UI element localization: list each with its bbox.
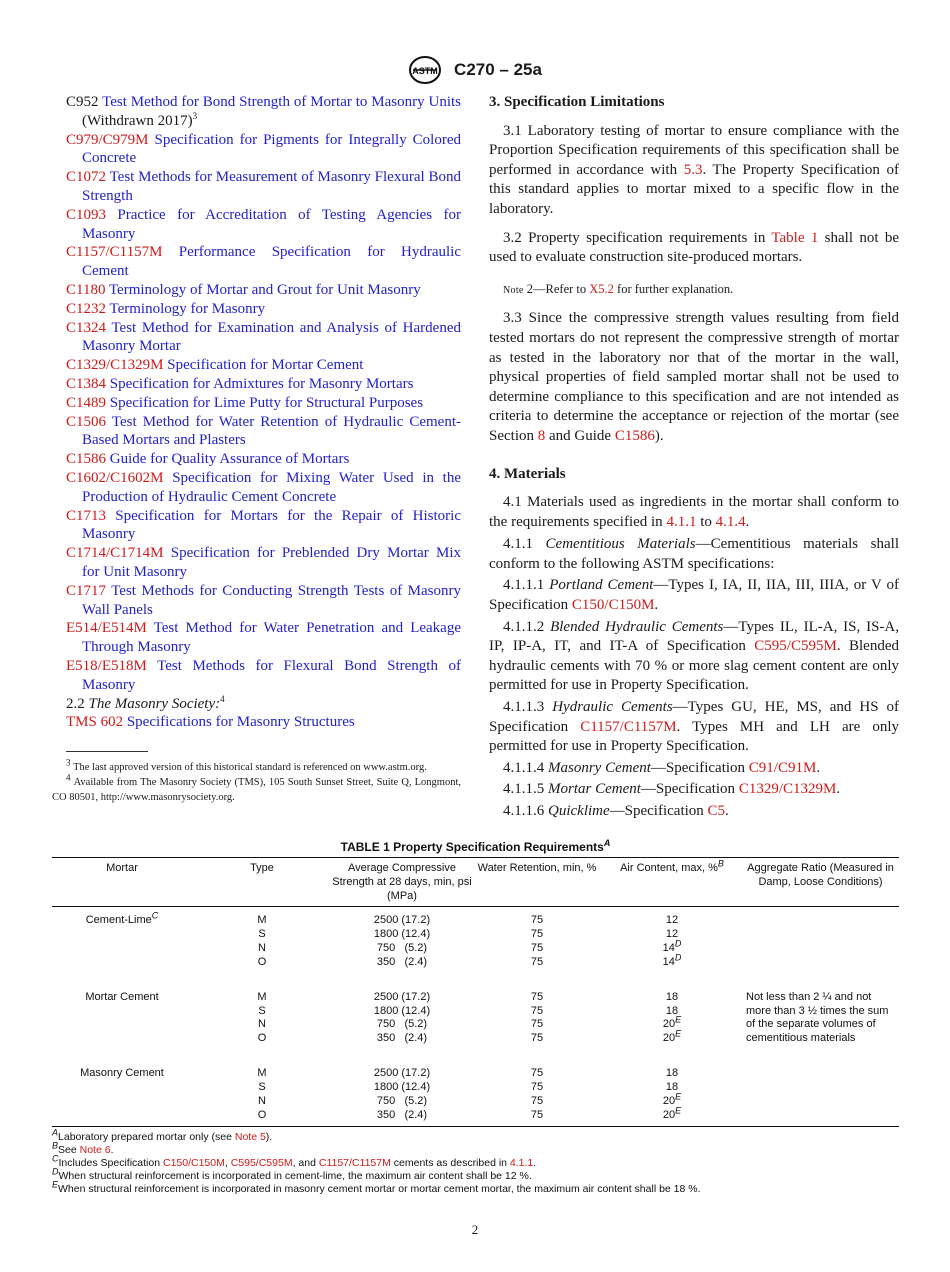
reference-code[interactable]: C1093 — [66, 206, 107, 223]
reference-code[interactable]: C1180 — [66, 281, 106, 298]
cell-aggregate — [742, 907, 899, 984]
cell-type: M S N O — [257, 914, 267, 968]
reference-code[interactable]: C1324 — [66, 319, 107, 336]
reference-suffix: (Withdrawn 2017) — [82, 112, 193, 129]
reference-title[interactable]: Specifications for Masonry Structures — [126, 714, 355, 731]
reference-title[interactable]: Specification for Lime Putty for Structural Purposes — [109, 394, 424, 411]
table-body — [52, 907, 899, 1127]
reference-item[interactable] — [66, 281, 461, 300]
page-header — [0, 55, 950, 85]
cell-air: 18 18 $20^E$ $20^E$ — [662, 1067, 682, 1121]
col-header-strength: Average Compressive Strength at 28 days, min, psi (MPa) — [332, 862, 472, 902]
link-c5[interactable]: C5 — [707, 803, 726, 819]
footnote-4: $^4$ Available from The Masonry Society (TMS), 105 South Sunset Street, Suite Q, Longmont, CO 80501, http://www.masonrysociety.org. — [52, 772, 462, 803]
col-header-aggregate: Aggregate Ratio (Measured in Damp, Loose Conditions) — [747, 862, 894, 888]
section-3-heading: 3. Specification Limitations — [489, 94, 665, 110]
link-c150-fn[interactable]: C150/C150M — [162, 1156, 225, 1169]
link-c150[interactable]: C150/C150M — [571, 597, 655, 614]
reference-item[interactable] — [66, 168, 461, 206]
reference-item[interactable] — [66, 319, 461, 357]
table-footnote-d: $^D$When structural reinforcement is incorporated in cement-lime, the maximum air content shall be 12 %. — [52, 1166, 532, 1182]
reference-code[interactable]: C1072 — [66, 169, 107, 186]
para-4-1-1-1: 4.1.1.1 Portland Cement—Types I, IA, II, IIA, III, IIIA, or V of Specification C150/C150M. — [489, 577, 900, 614]
cell-water: 75 75 75 75 — [530, 1067, 544, 1121]
link-section-8[interactable]: 8 — [537, 427, 546, 444]
tms-reference[interactable] — [66, 713, 461, 732]
property-spec-table — [52, 857, 899, 1127]
link-c595[interactable]: C595/C595M — [754, 638, 837, 655]
col-header-type: Type — [250, 862, 274, 874]
footnote-rule — [66, 751, 148, 752]
reference-title[interactable]: Specification for Pigments for Integrally Colored Concrete — [82, 131, 462, 167]
reference-code[interactable]: C952 — [66, 94, 99, 110]
reference-item[interactable] — [66, 450, 461, 469]
reference-item[interactable] — [66, 507, 461, 545]
reference-title[interactable]: Performance Specification for Hydraulic Cement — [82, 244, 462, 280]
reference-code[interactable]: C1384 — [66, 375, 107, 392]
table-footnote-b: $^B$See Note 6. — [52, 1140, 114, 1156]
reference-item[interactable] — [66, 544, 461, 582]
reference-code[interactable]: C1714/C1714M — [66, 545, 164, 562]
reference-item[interactable] — [66, 657, 461, 695]
section-4-heading: 4. Materials — [489, 465, 566, 482]
reference-item[interactable] — [66, 619, 461, 657]
table-row — [52, 984, 899, 1061]
reference-code[interactable]: E514/E514M — [66, 620, 147, 637]
reference-title[interactable]: Specification for Admixtures for Masonry Mortars — [109, 375, 414, 392]
reference-item[interactable] — [66, 356, 461, 375]
link-note-5[interactable]: Note 5 — [234, 1130, 266, 1143]
table-caption: TABLE 1 Property Specification Requirements$^A$ — [340, 838, 611, 854]
cell-mortar: Mortar Cement — [85, 990, 159, 1003]
cell-water: 75 75 75 75 — [530, 990, 544, 1045]
reference-title[interactable]: Specification for Mortar Cement — [167, 357, 364, 374]
reference-title[interactable]: Terminology of Mortar and Grout for Unit Masonry — [108, 281, 421, 298]
footnote-marker: 3 — [192, 110, 198, 121]
link-x5-2[interactable]: X5.2 — [589, 281, 614, 296]
link-5-3[interactable]: 5.3 — [683, 161, 703, 178]
section-2-2: 2.2 The Masonry Society:$^4$ — [66, 693, 225, 712]
document-designation: C270 – 25a — [454, 60, 542, 79]
table-footnote-a: $^A$Laboratory prepared mortar only (see Note 5). — [52, 1127, 273, 1143]
reference-title[interactable]: Guide for Quality Assurance of Mortars — [109, 451, 350, 468]
reference-code[interactable]: C1489 — [66, 394, 107, 411]
reference-title[interactable]: Terminology for Masonry — [109, 300, 266, 317]
col-header-mortar: Mortar — [106, 862, 138, 874]
table-1 — [52, 840, 899, 1196]
table-row — [52, 907, 899, 984]
reference-code[interactable]: C1717 — [66, 582, 107, 599]
reference-code[interactable]: C1329/C1329M — [66, 357, 164, 374]
cell-mortar: Masonry Cement — [80, 1067, 164, 1080]
reference-item[interactable] — [66, 93, 461, 131]
col-header-water: Water Retention, min, % — [477, 862, 597, 874]
link-c1586[interactable]: C1586 — [614, 427, 655, 444]
reference-code[interactable]: E518/E518M — [66, 657, 147, 674]
para-3-3: 3.3 Since the compressive strength values resulting from field tested mortars do not represent the compressive strength of mortar as tested in the laboratory nor that of the mortar in the wall, physical properties of field sampled mortar shall not be used to determine compliance to this specification and are not intended as criteria to determine the acceptance or rejection of the mortar (see Section 8 and Guide C1586). — [489, 310, 899, 444]
reference-item[interactable] — [66, 375, 461, 394]
para-4-1-1-3: 4.1.1.3 Hydraulic Cements—Types GU, HE, MS, and HS of Specification C1157/C1157M. Types MH and LH are only permitted for use in Property Specification. — [489, 699, 900, 755]
reference-code[interactable]: C1232 — [66, 300, 107, 317]
astm-logo-icon — [408, 55, 442, 85]
link-c1157[interactable]: C1157/C1157M — [580, 718, 677, 735]
logo-text: ASTM — [412, 66, 438, 76]
col-header-air: Air Content, max, %$^B$ — [620, 858, 724, 874]
para-3-2: 3.2 Property specification requirements in Table 1 shall not be used to evaluate construction site-produced mortars. — [489, 229, 899, 266]
left-column — [66, 93, 461, 732]
para-4-1-1-2: 4.1.1.2 Blended Hydraulic Cements—Types IL, IL-A, IS, IS-A, IP, IP-A, IT, and IT-A of Specification C595/C595M. Blended hydraulic cements with 70 % or more slag cement content are only permitted for use in Property Specification. — [489, 618, 900, 694]
reference-item[interactable] — [66, 394, 461, 413]
reference-item[interactable] — [66, 469, 461, 507]
cell-aggregate: Not less than 2 ¼ and not more than 3 ½ times the sum of the separate volumes of cementitious materials — [746, 990, 889, 1045]
cell-type: M S N O — [257, 990, 267, 1045]
cell-mortar: Cement-Lime$^C$ — [85, 910, 159, 926]
table-footnote-c: $^C$Includes Specification C150/C150M, C595/C595M, and C1157/C1157M cements as described in 4.1.1. — [52, 1153, 537, 1169]
table-footnotes — [52, 1127, 899, 1196]
table-row — [52, 1060, 899, 1126]
cell-type: M S N O — [257, 1067, 267, 1121]
table-footnote-e: $^E$When structural reinforcement is incorporated in masonry cement mortar or mortar cement mortar, the maximum air content shall be 18 %. — [52, 1179, 701, 1195]
reference-title[interactable]: Specification for Preblended Dry Mortar Mix for Unit Masonry — [82, 545, 462, 580]
link-4-1-1-fn[interactable]: 4.1.1 — [509, 1156, 534, 1169]
para-4-1-1-6: 4.1.1.6 Quicklime—Specification C5. — [503, 803, 729, 819]
page-number: 2 — [471, 1222, 479, 1237]
link-c1157-fn[interactable]: C1157/C1157M — [318, 1156, 391, 1169]
reference-title[interactable]: Test Method for Bond Strength of Mortar to Masonry Units — [102, 94, 461, 110]
link-c1329[interactable]: C1329/C1329M — [738, 781, 837, 798]
reference-title[interactable]: Test Method for Water Retention of Hydraulic Cement-Based Mortars and Plasters — [82, 413, 461, 449]
cell-water: 75 75 75 75 — [530, 914, 544, 968]
reference-title[interactable]: Test Method for Water Penetration and Leakage Through Masonry — [82, 620, 461, 656]
cell-strength: 2500 (17.2) 1800 (12.4) 750 (5.2) 350 (2.4) — [373, 1067, 431, 1121]
note-2: Note 2—Refer to X5.2 for further explanation. — [503, 281, 734, 296]
cell-air: 12 12 $14^D$ $14^D$ — [662, 914, 682, 968]
link-c595-fn[interactable]: C595/C595M — [230, 1156, 293, 1169]
para-4-1: 4.1 Materials used as ingredients in the mortar shall conform to the requirements specified in 4.1.1 to 4.1.4. — [489, 494, 899, 530]
reference-title[interactable]: Specification for Mortars for the Repair of Historic Masonry — [82, 507, 461, 543]
reference-item[interactable] — [66, 413, 461, 451]
cell-strength: 2500 (17.2) 1800 (12.4) 750 (5.2) 350 (2.4) — [373, 914, 431, 968]
reference-item[interactable] — [66, 300, 461, 319]
reference-item[interactable] — [66, 131, 461, 169]
reference-item[interactable] — [66, 243, 461, 281]
footnotes — [52, 757, 462, 805]
cell-air: 18 18 $20^E$ $20^E$ — [662, 990, 682, 1045]
link-table-1[interactable]: Table 1 — [771, 229, 819, 246]
reference-code[interactable]: TMS 602 — [66, 714, 124, 731]
link-4-1-4[interactable]: 4.1.4 — [715, 513, 746, 530]
reference-item[interactable] — [66, 582, 461, 620]
right-column — [489, 93, 899, 822]
link-note-6[interactable]: Note 6 — [79, 1143, 111, 1156]
para-3-1: 3.1 Laboratory testing of mortar to ensure compliance with the Proportion Specification requirements of this specification shall be performed in accordance with 5.3. The Property Specification of this standard applies to mortar mixed to a specific flow in the laboratory. — [489, 122, 899, 217]
reference-item[interactable] — [66, 206, 461, 244]
reference-title[interactable]: Test Methods for Flexural Bond Strength of Masonry — [82, 657, 461, 693]
reference-title[interactable]: Specification for Mixing Water Used in the Production of Hydraulic Cement Concrete — [82, 469, 461, 505]
reference-title[interactable]: Test Methods for Measurement of Masonry Flexural Bond Strength — [82, 169, 461, 204]
cell-aggregate — [742, 1060, 899, 1126]
reference-code[interactable]: C1713 — [66, 507, 107, 524]
cell-strength: 2500 (17.2) 1800 (12.4) 750 (5.2) 350 (2.4) — [373, 990, 431, 1045]
reference-code[interactable]: C1602/C1602M — [66, 469, 164, 486]
link-c91[interactable]: C91/C91M — [748, 759, 817, 776]
para-4-1-1-5: 4.1.1.5 Mortar Cement—Specification C1329/C1329M. — [503, 781, 841, 798]
reference-code[interactable]: C1157/C1157M — [66, 244, 163, 261]
reference-title[interactable]: Test Method for Examination and Analysis of Hardened Masonry Mortar — [82, 319, 461, 355]
para-4-1-1-4: 4.1.1.4 Masonry Cement—Specification C91/C91M. — [503, 759, 821, 776]
reference-title[interactable]: Practice for Accreditation of Testing Agencies for Masonry — [82, 206, 461, 242]
reference-code[interactable]: C1586 — [66, 451, 107, 468]
footnote-3: $^3$ The last approved version of this historical standard is referenced on www.astm.org. — [66, 757, 427, 773]
reference-code[interactable]: C1506 — [66, 413, 107, 430]
reference-list — [66, 93, 461, 695]
para-4-1-1: 4.1.1 Cementitious Materials—Cementitious materials shall conform to the following ASTM specifications: — [489, 536, 899, 572]
reference-code[interactable]: C979/C979M — [66, 131, 149, 148]
link-4-1-1[interactable]: 4.1.1 — [666, 513, 697, 530]
reference-title[interactable]: Test Methods for Conducting Strength Tests of Masonry Wall Panels — [82, 582, 461, 618]
